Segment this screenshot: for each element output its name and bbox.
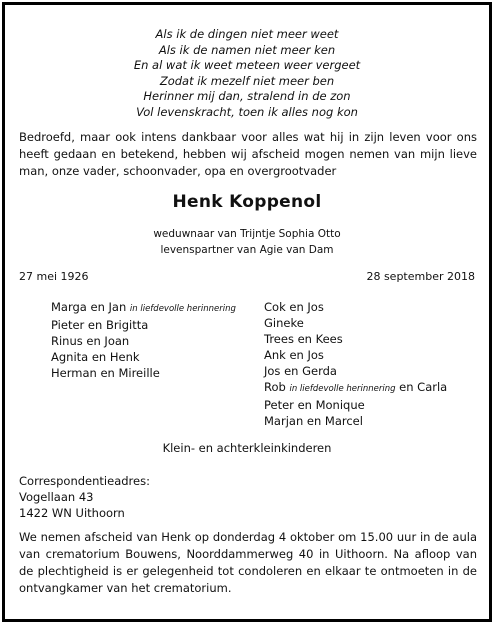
- address-label: Correspondentieadres:: [19, 474, 150, 488]
- family-list-left: [51, 299, 236, 381]
- family-member: Gineke: [264, 316, 304, 330]
- relationship-lines: [0, 226, 494, 258]
- poem-line: En al wat ik weet meteen weer vergeet: [133, 58, 361, 73]
- closing-paragraph: We nemen afscheid van Henk op donderdag 4 oktober om 15.00 uur in de aula van crematorium Bouwens, Noorddammerweg 40 in Uithoorn. Na afloop van de plechtigheid is er gelegenheid tot condoleren en elkaar te ontmoeten in de ontvangkamer van het crematorium.: [19, 530, 477, 595]
- family-member: Peter en Monique: [264, 398, 365, 412]
- family-member: Marjan en Marcel: [264, 414, 363, 428]
- family-member: Ank en Jos: [264, 348, 324, 362]
- birth-date: 27 mei 1926: [19, 270, 89, 283]
- address-street: Vogellaan 43: [19, 490, 94, 504]
- poem-line: Herinner mij dan, stralend in de zon: [143, 89, 351, 104]
- family-member: Jos en Gerda: [264, 364, 337, 378]
- deceased-name: Henk Koppenol: [172, 192, 322, 212]
- memory-note: in liefdevolle herinnering: [289, 384, 396, 394]
- memory-note: in liefdevolle herinnering: [129, 304, 236, 314]
- family-member: [264, 379, 447, 397]
- correspondence-address: [19, 473, 150, 521]
- family-member-partner: en Carla: [399, 380, 448, 394]
- partner-line: levenspartner van Agie van Dam: [160, 244, 334, 256]
- poem-line: Zodat ik mezelf niet meer ben: [159, 73, 335, 88]
- widower-line: weduwnaar van Trijntje Sophia Otto: [153, 228, 341, 240]
- family-member: Pieter en Brigitta: [51, 318, 149, 332]
- family-member: Cok en Jos: [264, 300, 324, 314]
- family-member-name: Rob: [264, 380, 286, 394]
- poem-line: Vol levenskracht, toen ik alles nog kon: [136, 104, 358, 119]
- poem-line: Als ik de namen niet meer ken: [158, 42, 336, 57]
- poem-line: Als ik de dingen niet meer weet: [155, 27, 339, 41]
- family-member-name: Marga en Jan: [51, 300, 127, 314]
- grandchildren-line: Klein- en achterkleinkinderen: [162, 441, 332, 455]
- family-member: Herman en Mireille: [51, 366, 160, 380]
- family-member: Agnita en Henk: [51, 350, 140, 364]
- death-date: 28 september 2018: [366, 270, 475, 283]
- family-list-right: [264, 299, 447, 429]
- family-member: Rinus en Joan: [51, 334, 130, 348]
- intro-paragraph: Bedroefd, maar ook intens dankbaar voor alles wat hij in zijn leven voor ons heeft gedaan en betekend, hebben wij afscheid mogen nemen van mijn lieve man, onze vader, schoonvader, opa en overgrootvader: [19, 130, 477, 178]
- family-member: [51, 299, 236, 317]
- family-member: Trees en Kees: [264, 332, 343, 346]
- poem: [0, 27, 494, 121]
- address-city: 1422 WN Uithoorn: [19, 506, 125, 520]
